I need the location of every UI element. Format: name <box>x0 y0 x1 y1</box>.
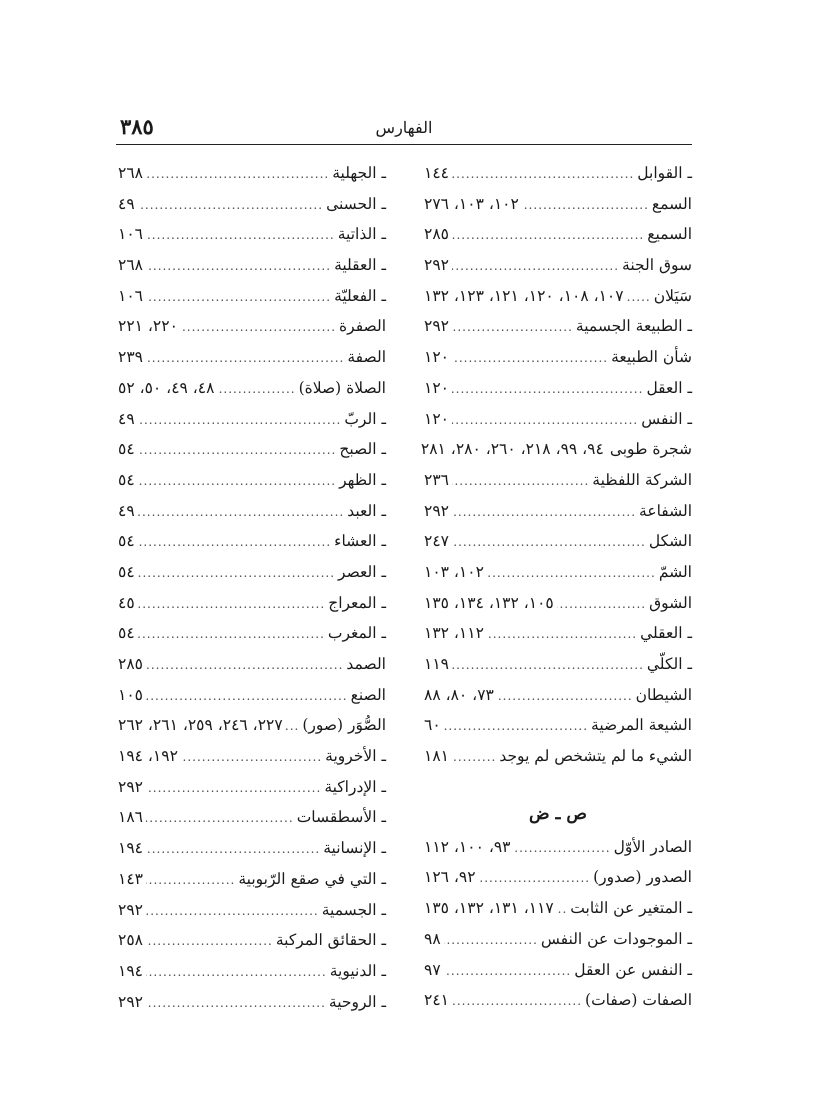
page-references: ٥٤ <box>118 624 135 643</box>
index-term: سوق الجنة <box>622 256 692 275</box>
page-references: ٢٩٢ <box>424 317 449 336</box>
dot-leader <box>522 198 649 212</box>
index-term: الشيطان <box>635 685 692 704</box>
index-term: ـ الفعليّة <box>334 286 386 305</box>
index-term: الصُّوَر (صور) <box>302 716 386 735</box>
index-entry <box>424 838 692 869</box>
dot-leader <box>146 689 348 703</box>
index-term: ـ الحقائق المركبة <box>275 931 386 950</box>
dot-leader <box>557 597 646 611</box>
index-term: ـ الموجودات عن النفس <box>540 929 692 948</box>
index-term: ـ النفس <box>641 409 692 428</box>
dot-leader <box>138 505 345 519</box>
index-entry <box>424 594 692 625</box>
index-term: ـ المغرب <box>327 624 386 643</box>
page-references: ٤٩ <box>118 409 135 428</box>
dot-leader <box>452 994 582 1008</box>
index-term: الصفات (صفات) <box>585 991 692 1010</box>
dot-leader <box>452 167 634 181</box>
index-term: ـ المعراج <box>328 593 386 612</box>
index-entry <box>118 931 386 962</box>
dot-leader <box>479 871 591 885</box>
index-term: الشكل <box>648 532 692 551</box>
page-references: ٢٣٦ <box>424 470 449 489</box>
index-entry <box>118 594 386 625</box>
index-entry <box>424 930 692 961</box>
dot-leader <box>452 474 589 488</box>
dot-leader <box>138 566 335 580</box>
index-entry <box>424 225 692 256</box>
page-references: ٤٩ <box>118 501 135 520</box>
page-references: ١١٩ <box>424 655 449 673</box>
index-term: ـ النفس عن العقل <box>574 960 692 979</box>
index-entry <box>118 870 386 901</box>
index-entry <box>424 287 692 318</box>
index-entry <box>424 868 692 899</box>
index-column-right <box>420 164 692 1022</box>
page-references: ٤٥ <box>118 593 135 612</box>
page-references: ١٢٠ <box>424 348 449 367</box>
index-term: الصنع <box>350 685 386 704</box>
dot-leader <box>146 842 320 856</box>
index-term: الصدور (صدور) <box>593 868 692 887</box>
index-entry <box>118 410 386 441</box>
dot-leader <box>444 964 572 978</box>
dot-leader <box>146 781 321 795</box>
dot-leader <box>557 902 568 916</box>
index-term: الشوق <box>649 593 692 612</box>
index-term: السميع <box>647 225 692 244</box>
index-entry <box>118 532 386 563</box>
index-entry <box>118 471 386 502</box>
page-references: ٥٤ <box>118 562 135 581</box>
index-entry <box>118 164 386 195</box>
index-entry <box>424 471 692 502</box>
dot-leader <box>514 841 611 855</box>
index-entry <box>118 563 386 594</box>
page-references: ١٩٢، ١٩٤ <box>118 747 178 766</box>
dot-leader <box>146 259 331 273</box>
dot-leader <box>452 750 496 764</box>
page-references: ٩٧ <box>424 960 441 979</box>
dot-leader <box>181 750 322 764</box>
index-term: شأن الطبيعة <box>611 348 692 367</box>
index-entry <box>424 379 692 410</box>
index-entry <box>424 655 692 686</box>
dot-leader <box>138 443 337 457</box>
index-entry <box>118 348 386 379</box>
dot-leader <box>452 658 644 672</box>
dot-leader <box>138 597 326 611</box>
page-references: ١٨٦ <box>118 808 143 827</box>
index-term: ـ الإدراكية <box>324 777 386 796</box>
index-entry <box>424 348 692 379</box>
index-entry <box>118 287 386 318</box>
index-term: ـ الجسمية <box>321 900 386 919</box>
index-entry <box>424 899 692 930</box>
index-entry <box>424 686 692 717</box>
index-term: ـ الإنسانية <box>323 839 386 858</box>
page-references: ١٠٢، ١٠٣ <box>424 562 484 581</box>
index-entry <box>424 563 692 594</box>
index-term: ـ الكلّي <box>646 655 692 673</box>
dot-leader <box>146 290 331 304</box>
index-entry <box>424 195 692 226</box>
page-references: ٢٩٢ <box>118 992 143 1011</box>
dot-leader <box>138 198 323 212</box>
index-term: ـ الجهلية <box>332 164 386 182</box>
page-references: ٥٤ <box>118 440 135 459</box>
index-entry <box>424 256 692 287</box>
dot-leader <box>146 965 327 979</box>
dot-leader <box>497 689 633 703</box>
index-entry <box>118 317 386 348</box>
index-term: الشيء ما لم يتشخص لم يوجد <box>499 747 692 766</box>
dot-leader <box>138 627 325 641</box>
dot-leader <box>452 351 608 365</box>
dot-leader <box>452 228 644 242</box>
dot-leader <box>146 658 343 672</box>
dot-leader <box>487 566 656 580</box>
dot-leader <box>452 320 573 334</box>
dot-leader <box>146 934 273 948</box>
index-term: ـ المتغير عن الثابت <box>570 899 692 918</box>
index-entry <box>118 440 386 471</box>
page-references: ٢٣٩ <box>118 348 143 367</box>
running-title: الفهارس <box>375 118 433 137</box>
page-references: ٤٩ <box>118 194 135 213</box>
dot-leader <box>138 474 336 488</box>
index-term: ـ العصر <box>338 562 386 581</box>
index-term: ـ العشاء <box>334 532 386 551</box>
index-term: ـ الأسطقسات <box>296 808 386 827</box>
index-term: الشمّ <box>658 562 692 581</box>
index-term: الشيعة المرضية <box>591 716 692 735</box>
page-references: ١٢٠ <box>424 378 449 397</box>
page-references: ٩٢، ١٢٦ <box>424 868 476 887</box>
index-term: الشركة اللفظية <box>592 470 692 489</box>
dot-leader <box>146 351 344 365</box>
index-entry <box>118 624 386 655</box>
page-references: ٢٩٢ <box>424 256 449 275</box>
page-references: ١٩٤ <box>118 961 143 980</box>
dot-leader <box>487 627 637 641</box>
index-term: الصمد <box>346 655 386 673</box>
page-references: ١٤٤ <box>424 164 449 182</box>
index-term: الشفاعة <box>639 501 692 520</box>
index-term: ـ الصبح <box>339 440 386 459</box>
index-section-sin-shin <box>420 164 692 778</box>
index-term: شجرة طوبى <box>609 440 692 459</box>
page-references: ٢٤١ <box>424 991 449 1010</box>
index-term: الصفة <box>347 348 386 367</box>
dot-leader <box>146 873 235 887</box>
index-entry <box>424 716 692 747</box>
index-entry <box>424 164 692 195</box>
index-term: ـ التي في صقع الرّبوبية <box>238 869 386 888</box>
page-references: ٢٢٠، ٢٢١ <box>118 317 178 336</box>
index-term: ـ الدنيوية <box>329 961 386 980</box>
index-entry <box>118 962 386 993</box>
header-rule <box>116 144 692 145</box>
index-term: ـ الروحية <box>328 992 386 1011</box>
index-entry <box>424 317 692 348</box>
index-entry <box>118 379 386 410</box>
dot-leader <box>452 535 646 549</box>
index-term: السمع <box>651 194 692 213</box>
page-references: ٧٣، ٨٠، ٨٨ <box>424 685 494 704</box>
index-entry <box>424 502 692 533</box>
index-term: ـ الربّ <box>344 409 386 428</box>
index-term: ـ الظهر <box>339 470 386 489</box>
index-section-sad-dad <box>424 838 692 1022</box>
dot-leader <box>146 811 294 825</box>
page-references: ٢٨٥ <box>424 225 449 244</box>
page-references: ٢٩٢ <box>118 900 143 919</box>
dot-leader <box>146 904 319 918</box>
page-references: ٢٦٨ <box>118 256 143 275</box>
index-entry <box>118 502 386 533</box>
index-term: ـ الحسنى <box>326 194 386 213</box>
index-entry <box>424 532 692 563</box>
page-references: ٢٢٧، ٢٤٦، ٢٥٩، ٢٦١، ٢٦٢ <box>118 716 283 735</box>
page-references: ٥٤ <box>118 470 135 489</box>
dot-leader <box>444 719 588 733</box>
index-term: الصلاة (صلاة) <box>298 378 386 397</box>
index-term: الصادر الأوّل <box>613 837 692 856</box>
index-term: ـ العبد <box>347 501 386 520</box>
index-entry <box>424 624 692 655</box>
index-term: ـ القوابل <box>637 164 692 182</box>
page-references: ١٩٤ <box>118 839 143 858</box>
index-entry <box>424 410 692 441</box>
index-entry <box>424 747 692 778</box>
dot-leader <box>627 290 651 304</box>
page-references: ٦٠ <box>424 716 441 735</box>
page-references: ٢٩٢ <box>424 501 449 520</box>
page-references: ٢٨٥ <box>118 655 143 673</box>
dot-leader <box>146 167 329 181</box>
dot-leader <box>286 719 300 733</box>
page-references: ٩٤، ٩٩، ٢١٨، ٢٦٠، ٢٨٠، ٢٨١ <box>420 440 604 459</box>
page-number: ٣٨٥ <box>120 114 154 139</box>
page-references: ٥٤ <box>118 532 135 551</box>
index-entry <box>424 961 692 992</box>
page-references: ٢٤٧ <box>424 532 449 551</box>
page-references: ٤٨، ٤٩، ٥٠، ٥٢ <box>118 378 215 397</box>
page-header <box>116 112 692 142</box>
dot-leader <box>146 996 326 1010</box>
page-references: ٩٨ <box>424 929 441 948</box>
dot-leader <box>146 228 335 242</box>
index-entry <box>118 901 386 932</box>
index-entry <box>424 991 692 1022</box>
index-term: الصفرة <box>339 317 386 336</box>
dot-leader <box>181 320 336 334</box>
dot-leader <box>138 413 342 427</box>
dot-leader <box>138 535 332 549</box>
index-entry <box>118 195 386 226</box>
index-term: ـ الأخروية <box>325 747 386 766</box>
index-entry <box>118 716 386 747</box>
index-entry <box>420 440 692 471</box>
page-references: ٢٩٢ <box>118 777 143 796</box>
page-references: ٩٣، ١٠٠، ١١٢ <box>424 837 511 856</box>
index-term: سَيَلان <box>653 286 692 305</box>
index-term: ـ العقل <box>646 378 692 397</box>
index-entry <box>118 256 386 287</box>
page-references: ١٠٥، ١٣٢، ١٣٤، ١٣٥ <box>424 593 554 612</box>
dot-leader <box>452 382 643 396</box>
page-references: ١٨١ <box>424 747 449 766</box>
index-entry <box>118 225 386 256</box>
index-entry <box>118 808 386 839</box>
page-references: ٢٥٨ <box>118 931 143 950</box>
index-entry <box>118 778 386 809</box>
dot-leader <box>452 413 638 427</box>
index-term: ـ الذاتية <box>337 225 386 244</box>
page-references: ١١٧، ١٣١، ١٣٢، ١٣٥ <box>424 899 554 918</box>
index-entry <box>118 686 386 717</box>
dot-leader <box>452 259 619 273</box>
index-term: ـ الطبيعة الجسمية <box>575 317 692 336</box>
index-term: ـ العقلي <box>640 624 692 643</box>
page-references: ١٢٠ <box>424 409 449 428</box>
dot-leader <box>217 382 295 396</box>
page-references: ١٤٣ <box>118 869 143 888</box>
section-heading: ص ـ ض <box>529 803 587 824</box>
index-entry <box>118 747 386 778</box>
index-column-left <box>118 164 386 1023</box>
page-references: ١٠٧، ١٠٨، ١٢٠، ١٢١، ١٢٣، ١٣٢ <box>424 286 624 305</box>
index-term: ـ العقلية <box>334 256 386 275</box>
index-entry <box>118 993 386 1024</box>
page-references: ١٠٢، ١٠٣، ٢٧٦ <box>424 194 519 213</box>
index-entry <box>118 839 386 870</box>
page-references: ١١٢، ١٣٢ <box>424 624 484 643</box>
page-references: ١٠٦ <box>118 225 143 244</box>
page-references: ١٠٦ <box>118 286 143 305</box>
dot-leader <box>444 933 538 947</box>
page-references: ١٠٥ <box>118 685 143 704</box>
dot-leader <box>452 505 636 519</box>
index-entry <box>118 655 386 686</box>
page-references: ٢٦٨ <box>118 164 143 182</box>
